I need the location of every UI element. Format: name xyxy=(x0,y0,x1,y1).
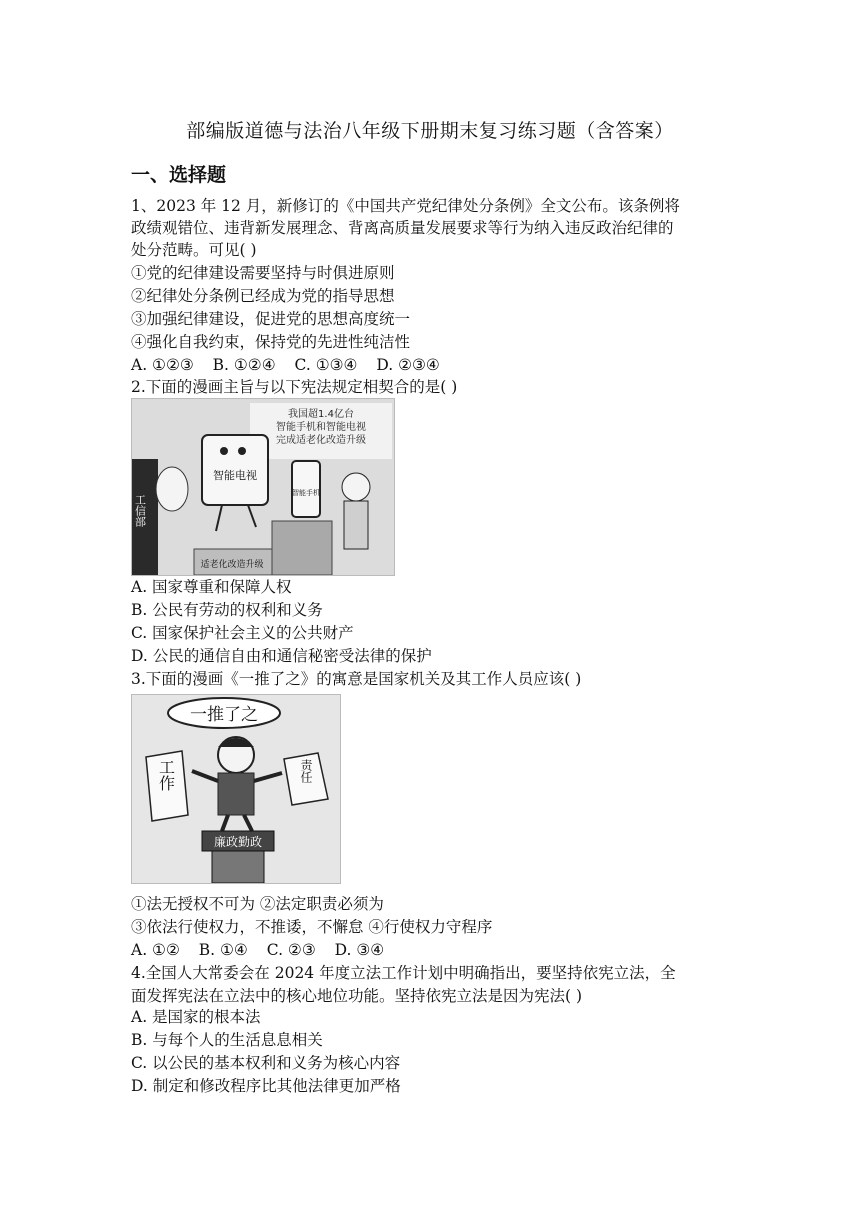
q2-caption-line-1: 我国超1.4亿台 xyxy=(288,409,354,420)
q2-option-b[interactable]: B. 公民有劳动的权利和义务 xyxy=(131,601,323,619)
q2-caption-line-2: 智能手机和智能电视 xyxy=(276,422,366,433)
q1-stem-line-2: 政绩观错位、违背新发展理念、背离高质量发展要求等行为纳入违反政治纪律的 xyxy=(131,219,674,237)
q3-option-d[interactable]: D. ③④ xyxy=(334,941,385,959)
q3-items-line-1: ①法无授权不可为 ②法定职责必须为 xyxy=(131,895,384,913)
q3-stem: 3.下面的漫画《一推了之》的寓意是国家机关及其工作人员应该( ) xyxy=(131,670,582,688)
q1-stem-line-3: 处分范畴。可见( ) xyxy=(131,241,257,259)
q2-tv-label: 智能电视 xyxy=(213,469,257,482)
q1-option-a[interactable]: A. ①②③ xyxy=(131,356,194,374)
q3-right-paper-text: 责任 xyxy=(299,759,313,783)
q3-left-paper-text: 工作 xyxy=(156,759,176,791)
q1-option-d[interactable]: D. ②③④ xyxy=(376,356,440,374)
q1-item-4: ④强化自我约束，保持党的先进性纯洁性 xyxy=(131,333,411,351)
q4-option-c[interactable]: C. 以公民的基本权利和义务为核心内容 xyxy=(131,1054,401,1072)
q4-stem-line-2: 面发挥宪法在立法中的核心地位功能。坚持依宪立法是因为宪法( ) xyxy=(131,987,583,1005)
q1-item-3: ③加强纪律建设，促进党的思想高度统一 xyxy=(131,310,411,328)
q2-step-label: 适老化改造升级 xyxy=(200,560,264,570)
section-heading: 一、选择题 xyxy=(131,164,227,186)
q4-option-a[interactable]: A. 是国家的根本法 xyxy=(131,1008,261,1026)
q2-phone-label: 智能手机 xyxy=(292,489,320,497)
q1-option-c[interactable]: C. ①③④ xyxy=(294,356,358,374)
page-title: 部编版道德与法治八年级下册期末复习练习题（含答案） xyxy=(186,120,674,142)
q1-item-1: ①党的纪律建设需要坚持与时俱进原则 xyxy=(131,264,395,282)
q1-options xyxy=(131,354,454,376)
q1-item-2: ②纪律处分条例已经成为党的指导思想 xyxy=(131,287,395,305)
q4-option-b[interactable]: B. 与每个人的生活息息相关 xyxy=(131,1031,323,1049)
q2-caption-line-3: 完成适老化改造升级 xyxy=(276,435,366,446)
elderly-figure xyxy=(344,501,368,549)
q2-stem: 2.下面的漫画主旨与以下宪法规定相契合的是( ) xyxy=(131,378,458,396)
q2-option-c[interactable]: C. 国家保护社会主义的公共财产 xyxy=(131,624,354,642)
q1-option-b[interactable]: B. ①②④ xyxy=(212,356,276,374)
q2-cartoon xyxy=(131,398,395,576)
q3-option-a[interactable]: A. ①② xyxy=(131,941,180,959)
official-body xyxy=(218,773,254,815)
q2-ministry-label: 工信部 xyxy=(133,494,147,527)
q3-options xyxy=(131,939,398,961)
q3-option-c[interactable]: C. ②③ xyxy=(266,941,316,959)
q3-cartoon xyxy=(131,694,341,884)
q4-option-d[interactable]: D. 制定和修改程序比其他法律更加严格 xyxy=(131,1077,401,1095)
q3-items-line-2: ③依法行使权力，不推诿，不懈怠 ④行使权力守程序 xyxy=(131,918,493,936)
q2-option-d[interactable]: D. 公民的通信自由和通信秘密受法律的保护 xyxy=(131,647,432,665)
q2-option-a[interactable]: A. 国家尊重和保障人权 xyxy=(131,578,292,596)
q3-pedestal-text: 廉政勤政 xyxy=(213,835,263,849)
q4-stem-line-1: 4.全国人大常委会在 2024 年度立法工作计划中明确指出，要坚持依宪立法，全 xyxy=(131,964,676,982)
q3-option-b[interactable]: B. ①④ xyxy=(198,941,248,959)
q3-bubble-text: 一推了之 xyxy=(190,705,258,725)
q1-stem-line-1: 1、2023 年 12 月，新修订的《中国共产党纪律处分条例》全文公布。该条例将 xyxy=(131,197,680,215)
